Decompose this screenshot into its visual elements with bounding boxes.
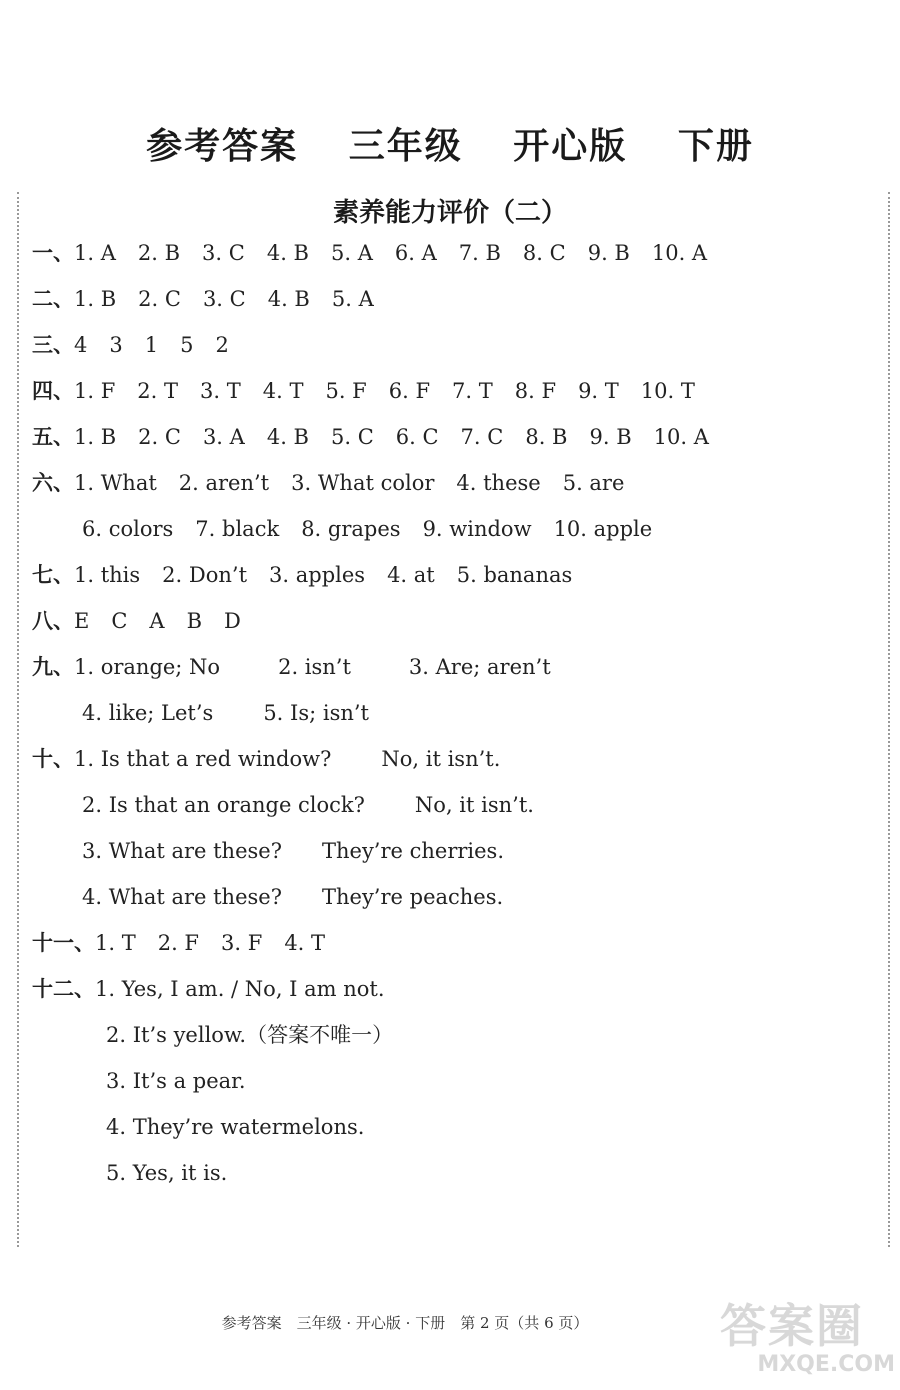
answer-item: 2. aren’t (178, 471, 270, 495)
question-number: 十二、 (32, 977, 95, 1001)
page-title (0, 118, 900, 169)
watermark-url: MXQE.COM (757, 1352, 895, 1377)
title-part: 参考答案 (146, 125, 299, 167)
watermark-text: 答案圈 (720, 1299, 864, 1353)
answer-item: 1. Is that a red window? (74, 747, 332, 771)
answer-item: 2. T (137, 379, 179, 403)
answer-row (32, 284, 396, 314)
question-number: 八、 (32, 609, 74, 633)
answer-item: 9. window (422, 517, 532, 541)
answer-row (32, 376, 717, 406)
answer-item: 9. B (589, 425, 632, 449)
answer-item: 3 (109, 333, 123, 357)
answer-item: D (224, 609, 241, 633)
answer-item: 2. isn’t (278, 655, 351, 679)
question-number: 三、 (32, 333, 74, 357)
question-number: 六、 (32, 471, 74, 495)
answer-item: 1. What (74, 471, 157, 495)
answer-item: A (149, 609, 165, 633)
answer-row (106, 1066, 268, 1096)
answer-row (106, 1158, 249, 1188)
answer-item: 1. F (74, 379, 116, 403)
answer-item: 10. A (653, 425, 709, 449)
title-part: 下册 (677, 125, 754, 167)
section-title: 素养能力评价（二） (332, 198, 567, 228)
answer-item: 2. B (137, 241, 181, 265)
answer-item: No, it isn’t. (414, 793, 534, 817)
answer-item: 8. grapes (301, 517, 401, 541)
answer-item: 2. F (157, 931, 200, 955)
answer-row (106, 1112, 386, 1142)
answer-item: 5 (180, 333, 194, 357)
answer-item: 4. like; Let’s (82, 701, 214, 725)
answer-item: 3. F (221, 931, 263, 955)
answer-item: 5. F (325, 379, 367, 403)
answer-item: 8. B (525, 425, 568, 449)
answer-item: 2. It’s yellow.（答案不唯一） (106, 1023, 394, 1047)
answer-item: 4. T (284, 931, 326, 955)
title-part: 三年级 (348, 125, 463, 167)
answer-item: 7. T (452, 379, 493, 403)
answer-item: 3. It’s a pear. (106, 1069, 246, 1093)
answer-item: 1. Yes, I am. / No, I am not. (95, 977, 385, 1001)
answer-item: 6. F (388, 379, 431, 403)
answer-item: 9. T (578, 379, 619, 403)
answer-item: 4. What are these? (82, 885, 282, 909)
answer-row (82, 790, 584, 820)
dotted-border-right (888, 192, 890, 1247)
question-number: 十一、 (32, 931, 95, 955)
answer-row (32, 560, 594, 590)
answer-item: C (111, 609, 128, 633)
answer-item: 8. C (522, 241, 566, 265)
answer-row (106, 1020, 415, 1050)
answer-item: 2. C (138, 287, 181, 311)
answer-row (82, 882, 543, 912)
answer-item: 3. Are; aren’t (408, 655, 551, 679)
answer-item: 3. What color (291, 471, 435, 495)
answer-item: 10. A (651, 241, 708, 265)
answer-item: 7. B (458, 241, 501, 265)
answer-item: 3. A (202, 425, 245, 449)
answer-item: 4. at (387, 563, 435, 587)
answer-item: 5. A (331, 287, 374, 311)
answer-item: 7. black (195, 517, 280, 541)
answer-item: B (186, 609, 203, 633)
page-footer: 参考答案 三年级 · 开心版 · 下册 第 2 页（共 6 页） (221, 1314, 589, 1332)
answer-item: They’re peaches. (321, 885, 504, 909)
answer-item: 5. Is; isn’t (263, 701, 369, 725)
answer-item: 3. C (202, 241, 245, 265)
answer-item: They’re cherries. (321, 839, 505, 863)
answer-row (32, 974, 407, 1004)
title-part: 开心版 (513, 125, 628, 167)
answer-item: 8. F (514, 379, 557, 403)
answer-item: 2 (215, 333, 229, 357)
answer-row (32, 744, 550, 774)
answer-item: 4. They’re watermelons. (106, 1115, 365, 1139)
answer-row (32, 238, 729, 268)
answer-item: 5. bananas (456, 563, 573, 587)
answer-item: 5. A (330, 241, 373, 265)
answer-item: 4. T (262, 379, 304, 403)
answer-item: 3. C (202, 287, 246, 311)
question-number: 二、 (32, 287, 74, 311)
answer-item: 2. Is that an orange clock? (82, 793, 365, 817)
answer-item: 4 (74, 333, 88, 357)
answer-row (32, 468, 646, 498)
answer-item: 5. Yes, it is. (106, 1161, 228, 1185)
answer-row (32, 652, 609, 682)
answer-item: 1 (144, 333, 159, 357)
answer-item: 10. apple (553, 517, 653, 541)
answer-item: 3. T (200, 379, 241, 403)
answer-item: No, it isn’t. (381, 747, 501, 771)
answer-item: 4. B (266, 425, 309, 449)
answer-item: 5. C (330, 425, 374, 449)
answer-item: 1. T (95, 931, 136, 955)
answer-item: 1. orange; No (74, 655, 221, 679)
answer-item: 2. C (138, 425, 181, 449)
dotted-border-left (17, 192, 19, 1247)
answer-item: 10. T (640, 379, 695, 403)
question-number: 七、 (32, 563, 74, 587)
question-number: 四、 (32, 379, 74, 403)
answer-item: 1. A (74, 241, 116, 265)
answer-item: 1. this (74, 563, 141, 587)
answer-item: 1. B (74, 287, 117, 311)
answer-item: 4. B (266, 241, 309, 265)
answer-item: 3. apples (269, 563, 366, 587)
answer-row (82, 698, 419, 728)
answer-row (82, 514, 674, 544)
answer-row (82, 836, 544, 866)
answer-item: 2. Don’t (162, 563, 248, 587)
answer-item: 6. C (395, 425, 439, 449)
answer-item: 9. B (587, 241, 630, 265)
answer-item: 4. B (267, 287, 310, 311)
answer-item: 4. these (456, 471, 541, 495)
answer-item: E (74, 609, 90, 633)
answer-item: 1. B (74, 425, 117, 449)
answer-item: 7. C (460, 425, 504, 449)
answer-row (32, 422, 731, 452)
answer-row (32, 606, 263, 636)
watermark-logo (720, 1300, 895, 1385)
answer-item: 6. colors (82, 517, 174, 541)
question-number: 十、 (32, 747, 74, 771)
answer-item: 5. are (562, 471, 625, 495)
answer-row (32, 330, 251, 360)
answer-row (32, 928, 347, 958)
question-number: 九、 (32, 655, 74, 679)
answer-item: 3. What are these? (82, 839, 282, 863)
question-number: 一、 (32, 241, 74, 265)
answer-item: 6. A (394, 241, 437, 265)
question-number: 五、 (32, 425, 74, 449)
